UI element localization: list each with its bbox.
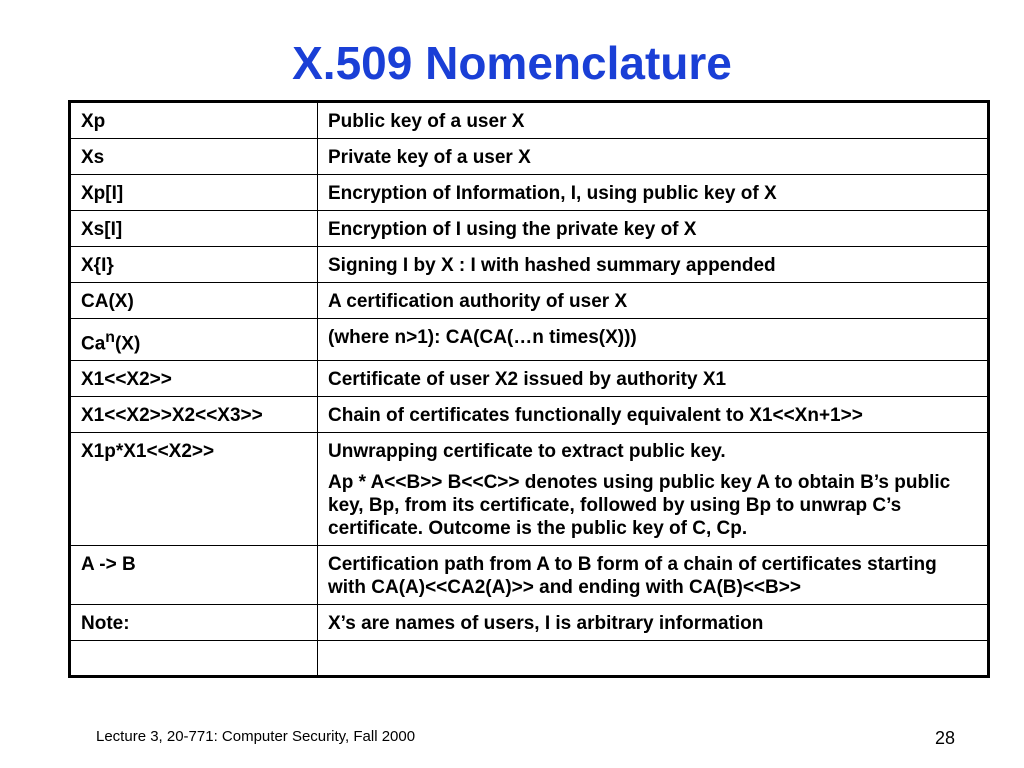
table-row [70, 102, 989, 139]
term-cell: Xs[I] [70, 211, 318, 247]
description-text: (where n>1): CA(CA(…n times(X))) [328, 327, 637, 348]
description-text: Encryption of I using the private key of X [328, 219, 697, 240]
table-row [70, 397, 989, 433]
table-row [70, 641, 989, 677]
term-cell: X1<<X2>>X2<<X3>> [70, 397, 318, 433]
term-cell: Xp [70, 102, 318, 139]
description-cell [318, 102, 989, 139]
term-cell: Xp[I] [70, 175, 318, 211]
description-text: Certification path from A to B form of a chain of certificates starting with CA(A)<<CA2(A)>> and ending with CA(B)<<B>> [328, 554, 937, 599]
description-cell [318, 605, 989, 641]
term-cell [70, 641, 318, 677]
term-cell: A -> B [70, 546, 318, 605]
description-text: Signing I by X : I with hashed summary appended [328, 255, 776, 276]
term-cell: X1<<X2>> [70, 361, 318, 397]
description-cell [318, 433, 989, 546]
term-cell: CA(X) [70, 283, 318, 319]
description-cell [318, 283, 989, 319]
description-cell [318, 139, 989, 175]
table-row [70, 319, 989, 361]
description-text: Encryption of Information, I, using public key of X [328, 183, 777, 204]
page-title: X.509 Nomenclature [292, 37, 732, 89]
description-cell [318, 211, 989, 247]
term-rest: (X) [114, 333, 141, 355]
description-text: Certificate of user X2 issued by authority X1 [328, 369, 727, 391]
description-text: Public key of a user X [328, 111, 525, 132]
term-base: Ca [81, 333, 106, 355]
description-cell [318, 397, 989, 433]
description-text: A certification authority of user X [328, 291, 628, 312]
table-row [70, 546, 989, 605]
description-text: X’s are names of users, I is arbitrary information [328, 613, 764, 635]
description-text: Ap * A<<B>> B<<C>> denotes using public key A to obtain B’s public key, Bp, from its certificate, followed by using Bp to unwrap C’s certificate. Outcome is the public key of C, Cp. [328, 472, 951, 540]
description-text: Unwrapping certificate to extract public key. [328, 441, 726, 463]
description-text: Chain of certificates functionally equivalent to X1<<Xn+1>> [328, 405, 863, 427]
description-cell [318, 546, 989, 605]
term-cell: Xs [70, 139, 318, 175]
table-row [70, 605, 989, 641]
description-cell [318, 361, 989, 397]
description-text: Private key of a user X [328, 147, 531, 168]
table-row [70, 247, 989, 283]
nomenclature-table [68, 100, 990, 678]
term-superscript: n [105, 329, 115, 346]
table-row [70, 283, 989, 319]
description-cell [318, 319, 989, 361]
table-row [70, 361, 989, 397]
page-number: 28 [935, 728, 956, 748]
term-cell: Note: [70, 605, 318, 641]
footer-lecture: Lecture 3, 20-771: Computer Security, Fall 2000 [96, 728, 416, 745]
description-cell [318, 641, 989, 677]
description-cell [318, 247, 989, 283]
term-cell: X1p*X1<<X2>> [70, 433, 318, 546]
description-cell [318, 175, 989, 211]
table-row [70, 433, 989, 546]
table-row [70, 139, 989, 175]
table-row [70, 211, 989, 247]
table-row [70, 175, 989, 211]
term-cell: X{I} [70, 247, 318, 283]
term-cell [70, 319, 318, 361]
